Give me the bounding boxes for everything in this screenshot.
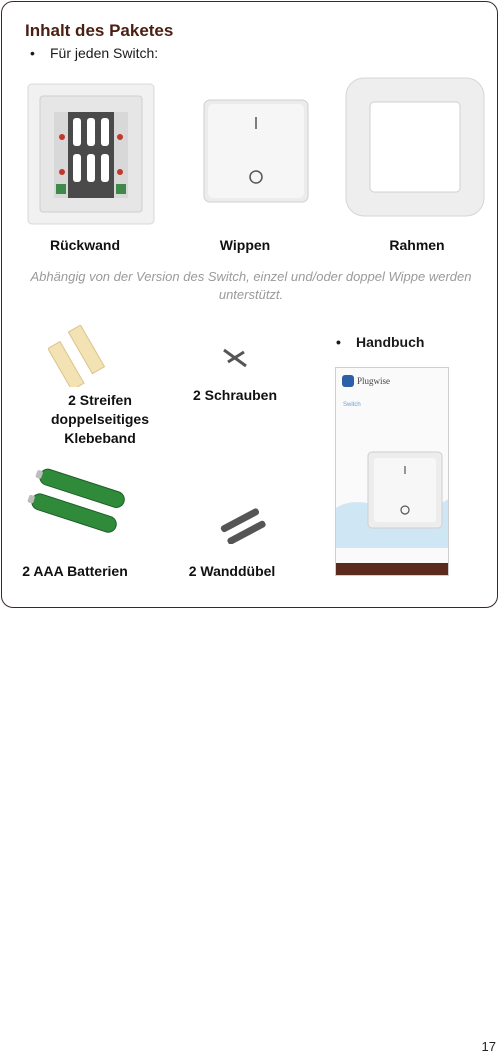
backplate-image — [24, 82, 158, 230]
manual-switch-illustration — [336, 438, 449, 563]
brand-logo — [342, 375, 390, 387]
label-batteries: 2 AAA Batterien — [22, 563, 128, 579]
label-frame: Rahmen — [389, 237, 445, 253]
section-title: Inhalt des Paketes — [25, 21, 174, 40]
label-screws: 2 Schrauben — [192, 387, 278, 403]
manual-cover — [335, 367, 449, 576]
adhesive-tape-image — [48, 325, 114, 387]
brand-name: Plugwise — [357, 376, 391, 386]
manual-product-name: Switch — [343, 402, 361, 408]
compatibility-note: Abhängig von der Version des Switch, einzel und/oder doppel Wippe werden unterstützt. — [30, 269, 472, 302]
brand-logo-icon — [342, 375, 354, 387]
rocker-image — [201, 97, 311, 205]
label-adhesive-tape: 2 Streifen doppelseitiges Klebeband — [50, 392, 150, 446]
label-backplate: Rückwand — [49, 237, 120, 253]
bullet-glyph: • — [30, 45, 35, 61]
manual-bullet — [336, 334, 424, 350]
frame-image — [340, 72, 490, 222]
manual-label: Handbuch — [356, 334, 425, 350]
batteries-image — [26, 468, 132, 534]
label-rocker: Wippen — [219, 237, 271, 253]
label-wall-plugs: 2 Wanddübel — [188, 563, 276, 579]
bullet-glyph: • — [336, 334, 341, 350]
page-number: 17 — [481, 1039, 496, 1054]
wall-plugs-image — [216, 508, 270, 544]
intro-bullet-text: Für jeden Switch: — [50, 45, 159, 61]
screws-image — [220, 346, 250, 372]
manual-footer-bar — [336, 563, 448, 575]
intro-bullet — [30, 45, 158, 61]
